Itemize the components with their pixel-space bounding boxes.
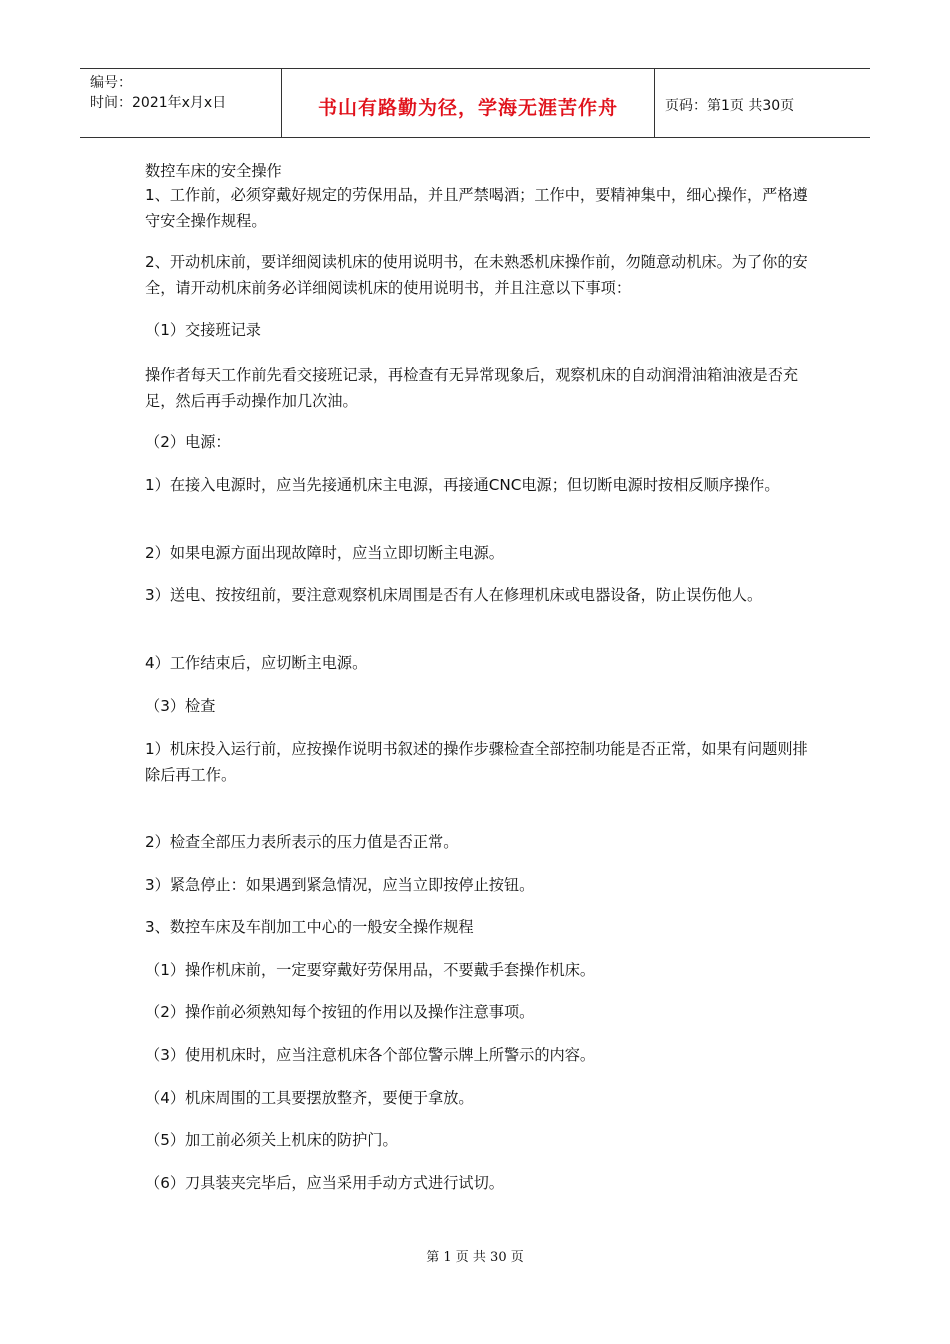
paragraph: 2、开动机床前，要详细阅读机床的使用说明书，在未熟悉机床操作前，勿随意动机床。为了你的安全，请开动机床前务必详细阅读机床的使用说明书，并且注意以下事项： [145,253,808,297]
header-motto-cell [282,69,655,137]
document-header [80,68,870,138]
paragraph: 4）工作结束后，应切断主电源。 [145,654,368,672]
paragraph: 1）在接入电源时，应当先接通机床主电源，再接通CNC电源；但切断电源时按相反顺序操作。 [145,476,780,494]
list-item: （6）刀具装夹完毕后，应当采用手动方式进行试切。 [145,1174,504,1192]
section-heading: （1）交接班记录 [145,321,261,339]
paragraph: 2）如果电源方面出现故障时，应当立即切断主电源。 [145,544,504,562]
paragraph: 1、工作前，必须穿戴好规定的劳保用品，并且严禁喝酒；工作中，要精神集中，细心操作，严格遵守安全操作规程。 [145,186,808,230]
paragraph: 1）机床投入运行前，应按操作说明书叙述的操作步骤检查全部控制功能是否正常，如果有问题则排除后再工作。 [145,740,808,784]
paragraph: 3）送电、按按纽前，要注意观察机床周围是否有人在修理机床或电器设备，防止误伤他人。 [145,586,763,604]
list-item: （4）机床周围的工具要摆放整齐，要便于拿放。 [145,1089,474,1107]
motto-text: 书山有路勤为径，学海无涯苦作舟 [317,97,618,119]
header-page-cell [655,69,870,137]
page-footer: 第 1 页 共 30 页 [426,1250,524,1265]
list-item: （2）操作前必须熟知每个按钮的作用以及操作注意事项。 [145,1003,535,1021]
page-title: 数控车床的安全操作 [145,162,282,180]
date-label: 时间：2021年x月x日 [90,95,227,111]
list-item: （5）加工前必须关上机床的防护门。 [145,1131,398,1149]
page-info: 页码：第1页 共30页 [665,98,795,114]
number-label: 编号： [90,75,132,91]
section-heading: 3、数控车床及车削加工中心的一般安全操作规程 [145,918,474,936]
list-item: （1）操作机床前，一定要穿戴好劳保用品，不要戴手套操作机床。 [145,961,596,979]
header-info-cell [80,69,282,137]
paragraph: 2）检查全部压力表所表示的压力值是否正常。 [145,833,459,851]
paragraph: 3）紧急停止：如果遇到紧急情况，应当立即按停止按钮。 [145,876,535,894]
list-item: （3）使用机床时，应当注意机床各个部位警示牌上所警示的内容。 [145,1046,596,1064]
section-heading: （2）电源： [145,433,231,451]
section-heading: （3）检查 [145,697,216,715]
paragraph: 操作者每天工作前先看交接班记录，再检查有无异常现象后，观察机床的自动润滑油箱油液是否充足，然后再手动操作加几次油。 [145,366,799,410]
